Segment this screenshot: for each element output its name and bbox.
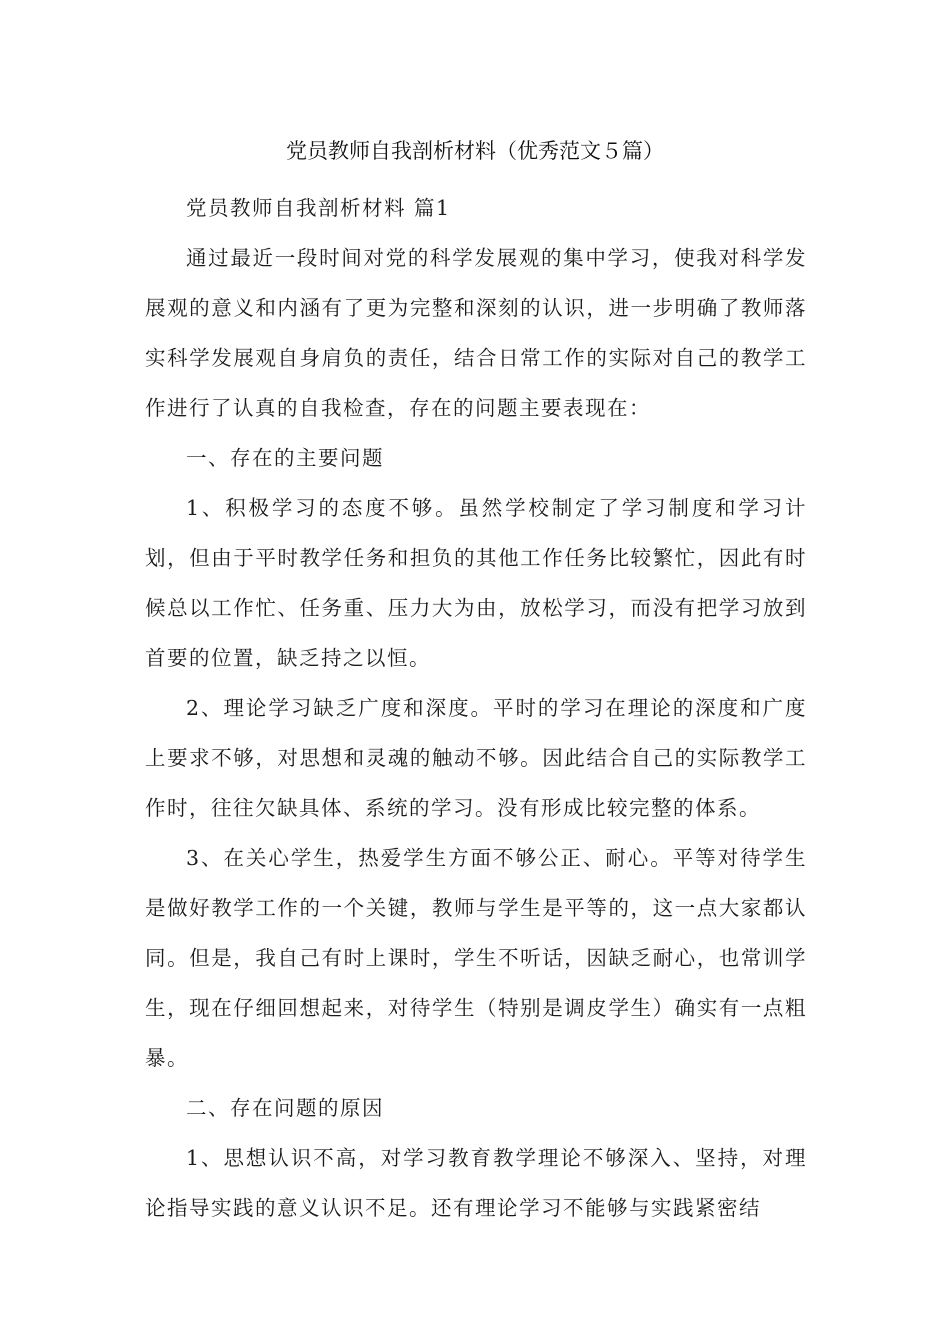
cause-paragraph-1: 1、思想认识不高，对学习教育教学理论不够深入、坚持，对理论指导实践的意义认识不足。还有理论学习不能够与实践紧密结 <box>145 1146 807 1220</box>
section-heading-causes: 二、存在问题的原因 <box>186 1096 384 1120</box>
intro-paragraph: 通过最近一段时间对党的科学发展观的集中学习，使我对科学发展观的意义和内涵有了更为完整和深刻的认识，进一步明确了教师落实科学发展观自身肩负的责任，结合日常工作的实际对自己的教学工作进行了认真的自我检查，存在的问题主要表现在： <box>145 246 807 420</box>
problem-paragraph-1: 1、积极学习的态度不够。虽然学校制定了学习制度和学习计划，但由于平时教学任务和担负的其他工作任务比较繁忙，因此有时候总以工作忙、任务重、压力大为由，放松学习，而没有把学习放到首要的位置，缺乏持之以恒。 <box>145 496 807 670</box>
document-title: 党员教师自我剖析材料（优秀范文５篇） <box>286 139 664 163</box>
problem-paragraph-2: 2、理论学习缺乏广度和深度。平时的学习在理论的深度和广度上要求不够，对思想和灵魂的触动不够。因此结合自己的实际教学工作时，往往欠缺具体、系统的学习。没有形成比较完整的体系。 <box>145 696 807 820</box>
section-heading-article-1: 党员教师自我剖析材料 篇1 <box>186 196 451 220</box>
problem-paragraph-3: 3、在关心学生，热爱学生方面不够公正、耐心。平等对待学生是做好教学工作的一个关键，教师与学生是平等的，这一点大家都认同。但是，我自己有时上课时，学生不听话，因缺乏耐心，也常训学生，现在仔细回想起来，对待学生（特别是调皮学生）确实有一点粗暴。 <box>145 846 807 1070</box>
section-heading-main-problems: 一、存在的主要问题 <box>186 446 384 470</box>
document-body <box>145 183 807 1233</box>
